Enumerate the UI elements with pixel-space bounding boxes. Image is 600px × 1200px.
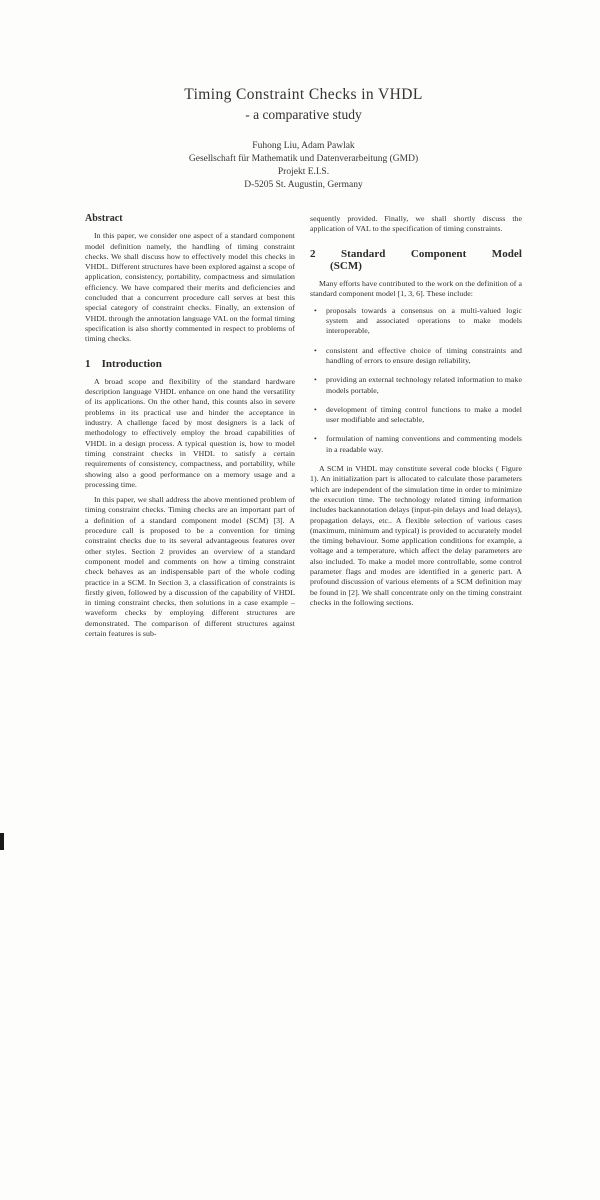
section1-heading — [85, 359, 295, 369]
page-content — [85, 86, 522, 640]
bullet-icon: • — [314, 375, 317, 385]
paper-subtitle: - a comparative study — [245, 107, 362, 122]
list-item-text: providing an external technology related information to make models portable, — [326, 375, 522, 395]
intro-paragraph-1: A broad scope and flexibility of the standard hardware description language VHDL enhance on one hand the versatility of its applications. On the other hand, this counts also in severe problems in its practical use and hinder the acceptance in industry. A challenge faced by most designers is a lack of methodology to effectively employ the broad capabilities of VHDL in a design process. A typical question is, how to model timing constraint checks in VHDL to satisfy a certain requirements of consistency, compactness, and portability, while showing also a good performance on a memory usage and a processing time. — [85, 376, 295, 489]
list-item — [314, 375, 522, 396]
bullet-icon: • — [314, 404, 317, 414]
section1-title: Introduction — [101, 357, 162, 370]
two-column-body — [85, 214, 522, 640]
list-item-text: development of timing control functions to make a model user modifiable and selectable, — [326, 404, 522, 425]
section2-body: A SCM in VHDL may constitute several code blocks ( Figure 1). An initialization part is allocated to calculate those parameters which are independent of the simulation time in order to minimize the execution time. The technology related timing information includes backannotation delays (input-pin delays and load delays), propagation delays, etc.. A flexible selection of various cases (maximum, minimum and typical) is provided to accurately model the timing behaviour. Some application conditions for example, a voltage and a temperature, which affect the delay parameters are also included. To make a model more controllable, some control parameter flags and modes are identified in a generic part. A profound discussion of various elements of a SCM definition may be found in [2]. We shall concentrate only on the timing constraint checks in the following sections. — [310, 464, 522, 607]
list-item — [314, 405, 522, 426]
paper-title: Timing Constraint Checks in VHDL — [184, 86, 423, 103]
scm-bullet-list — [314, 306, 522, 455]
bullet-icon: • — [314, 345, 317, 355]
bullet-icon: • — [314, 434, 317, 444]
continuation-paragraph: sequently provided. Finally, we shall shortly discuss the application of VAL to the specification of timing constraints. — [310, 214, 522, 234]
left-column — [85, 214, 295, 640]
section2-title-word1: Standard — [341, 247, 386, 260]
list-item-text: consistent and effective choice of timing constraints and handling of errors to ensure design reliability, — [326, 345, 522, 365]
section2-heading-line1 — [310, 249, 522, 259]
section2-number: 2 — [310, 247, 316, 260]
list-item — [314, 346, 522, 367]
project-name: Projekt E.I.S. — [277, 167, 330, 177]
intro-paragraph-2: In this paper, we shall address the above mentioned problem of timing constraint checks. Timing checks are an important part of a definition of a standard component model (SCM) [3]. A procedure call is proposed to be a convention for timing constraint checks due to its several advantageous features over other styles. Section 2 provides an overview of a standard component model and comments on how a timing constraint check behaves as an indispensable part of the whole coding practice in a SCM. In Section 3, a classification of constraints is firstly given, followed by a discussion of the capability of VHDL in timing constraint checks, then solutions in a case example – waveform checks by employing different structures are demonstrated. The comparison of different structures against certain features is sub- — [85, 495, 295, 638]
section2-title-word3: Model — [491, 247, 522, 260]
list-item-text: proposals towards a consensus on a multi-valued logic system and associated operations to make models interoperable, — [326, 305, 522, 336]
section2-title-word2: Component — [410, 247, 467, 260]
list-item-text: formulation of naming conventions and commenting models in a readable way. — [326, 434, 522, 454]
author-block — [85, 140, 522, 192]
title-block — [85, 86, 522, 123]
address: D-5205 St. Augustin, Germany — [244, 180, 363, 190]
authors: Fuhong Liu, Adam Pawlak — [252, 141, 355, 151]
affiliation: Gesellschaft für Mathematik und Datenverarbeitung (GMD) — [188, 154, 419, 164]
section1-number: 1 — [85, 357, 91, 370]
section2-heading-line2: (SCM) — [330, 259, 363, 272]
list-item — [314, 434, 522, 455]
abstract-paragraph: In this paper, we consider one aspect of a standard component model definition namely, the handling of timing constraint checks. We shall discuss how to effectively model this checks in VHDL. Different structures have been explored against a scope of application, consistency, portability, compactness and simulation efficiency. We have compared their merits and deficiencies and concluded that a concurrent procedure call serves at best this special category of constraint checks. Finally, an extension of VHDL through the annotation language VAL on the formal timing specification is also shortly commented in respect to problems of timing checks. — [85, 231, 295, 344]
right-column — [310, 214, 522, 640]
section2-intro: Many efforts have contributed to the work on the definition of a standard component model [1, 3, 6]. These include: — [310, 279, 522, 299]
scan-edge-artifact — [0, 833, 4, 850]
bullet-icon: • — [314, 305, 317, 315]
abstract-heading: Abstract — [85, 213, 123, 224]
list-item — [314, 306, 522, 337]
